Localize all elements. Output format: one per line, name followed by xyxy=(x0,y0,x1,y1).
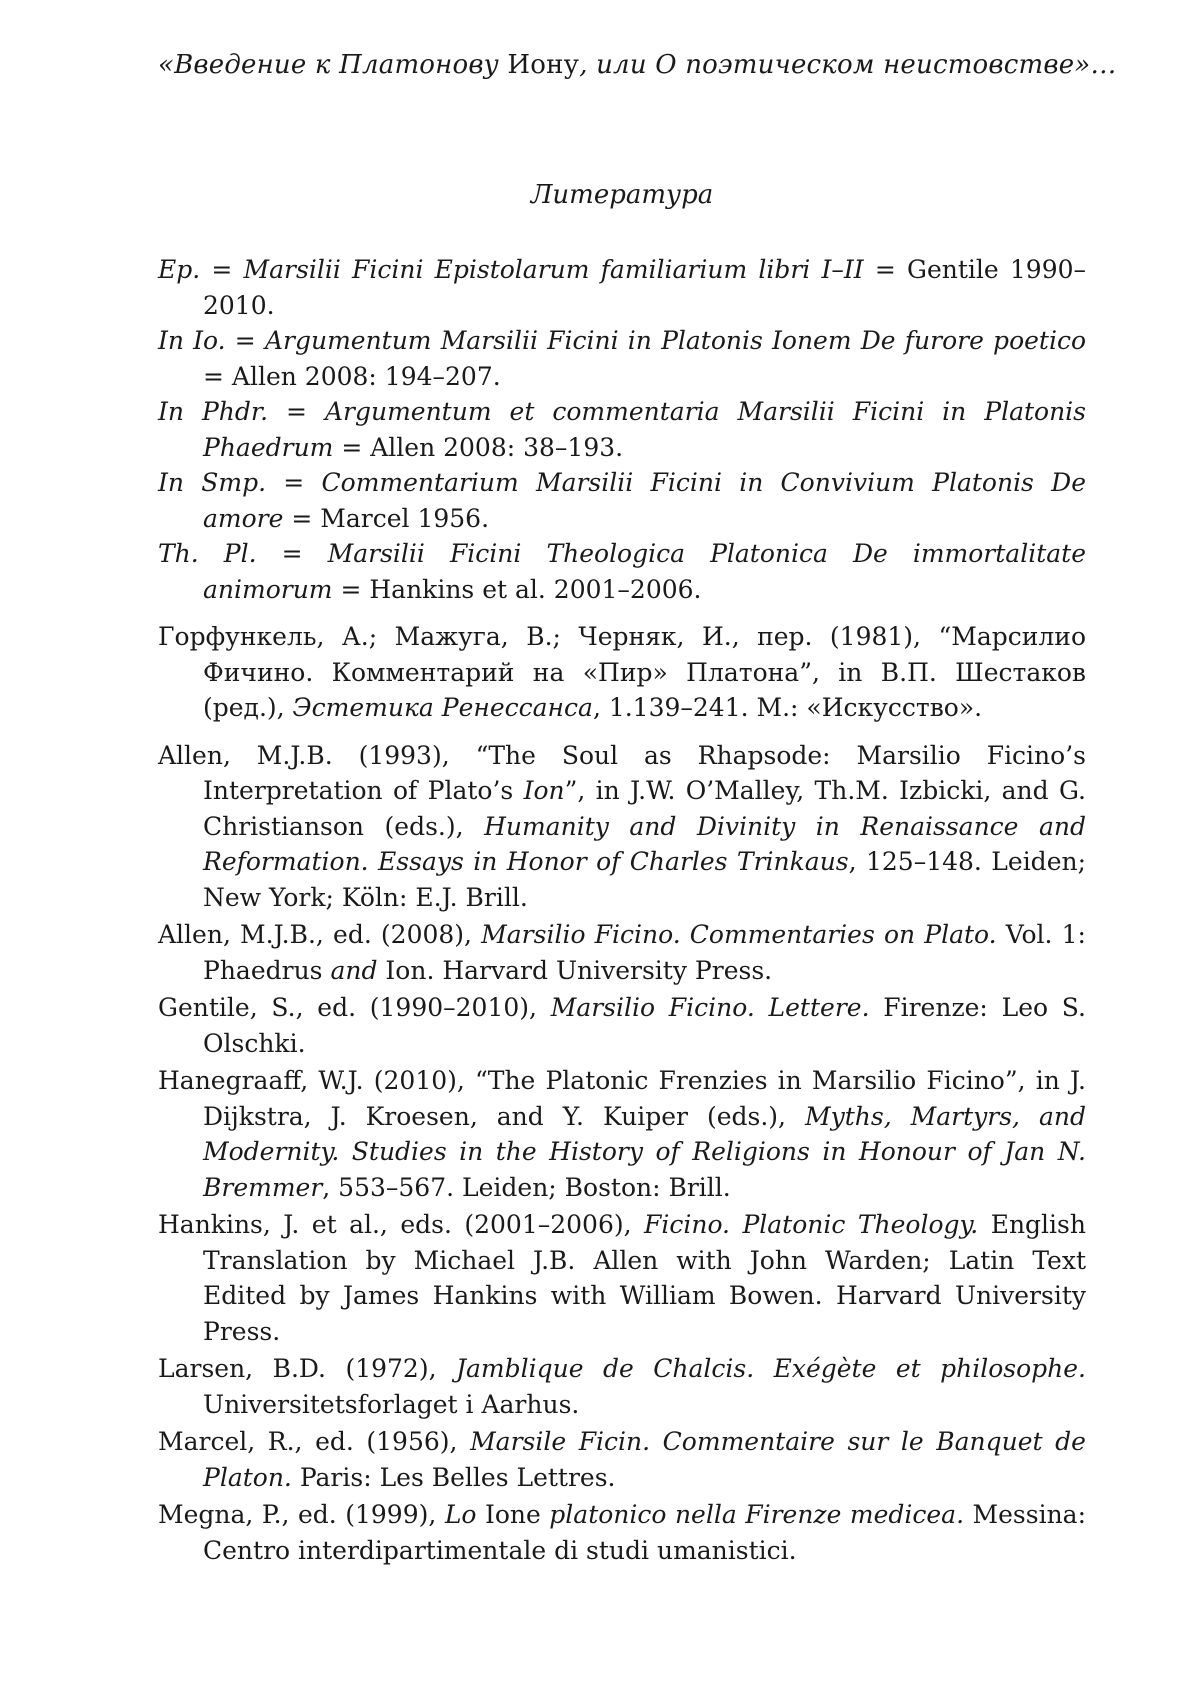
ref-entry-gentile: Gentile, S., ed. (1990–2010), Marsilio Ficino. Lettere. Firenze: Leo S. Olschki. xyxy=(158,993,1086,1058)
abbrev-entry-in-phdr: In Phdr. = Argumentum et commentaria Marsilii Ficini in Platonis Phaedrum = Allen 2008: 38–193. xyxy=(158,397,1087,462)
ref-entry-marcel: Marcel, R., ed. (1956), Marsile Ficin. Commentaire sur le Banquet de Platon. Paris: Les Belles Lettres. xyxy=(158,1427,1086,1492)
ref-entry-hankins: Hankins, J. et al., eds. (2001–2006), Ficino. Platonic Theology. English Translation by Michael J.B. Allen with John Warden; Latin Text Edited by James Hankins with William Bowen. Harvard University Press. xyxy=(158,1210,1086,1346)
section-title: Литература xyxy=(530,180,714,210)
ref-entry-allen-2008: Allen, M.J.B., ed. (2008), Marsilio Ficino. Commentaries on Plato. Vol. 1: Phaedrus and Ion. Harvard University Press. xyxy=(158,920,1086,985)
ref-entry-gorfunkel: Горфункель, А.; Мажуга, В.; Черняк, И., пер. (1981), “Марсилио Фичино. Комментарий на «Пир» Платона”, in В.П. Шестаков (ред.), Эстетика Ренессанса, 1.139–241. М.: «Искусство». xyxy=(158,622,1086,722)
page xyxy=(158,0,1117,1703)
running-head-part1: «Введение к Платонову xyxy=(158,50,508,80)
ref-entry-allen-1993: Allen, M.J.B. (1993), “The Soul as Rhapsode: Marsilio Ficino’s Interpretation of Plato’s Ion”, in J.W. O’Malley, Th.M. Izbicki, and G. Christianson (eds.), Humanity and Divinity in Renaissance and Reformation. Essays in Honor of Charles Trinkaus, 125–148. Leiden; New York; Köln: E.J. Brill. xyxy=(158,740,1087,912)
ref-entry-megna: Megna, P., ed. (1999), Lo Ione platonico nella Firenze medicea. Messina: Centro interdipartimentale di studi umanistici. xyxy=(158,1500,1087,1565)
running-head-part2: Иону xyxy=(507,50,580,80)
abbrev-entry-th-pl: Th. Pl. = Marsilii Ficini Theologica Platonica De immortalitate animorum = Hankins et al. 2001–2006. xyxy=(158,539,1086,604)
abbrev-entry-in-io: In Io. = Argumentum Marsilii Ficini in Platonis Ionem De furore poetico = Allen 2008: 194–207. xyxy=(158,326,1087,391)
ref-entry-hanegraaff: Hanegraaff, W.J. (2010), “The Platonic Frenzies in Marsilio Ficino”, in J. Dijkstra, J. Kroesen, and Y. Kuiper (eds.), Myths, Martyrs, and Modernity. Studies in the History of Religions in Honour of Jan N. Bremmer, 553–567. Leiden; Boston: Brill. xyxy=(158,1066,1086,1202)
running-head-part3: , или О поэтическом неистовстве»… xyxy=(579,50,1117,80)
running-head xyxy=(158,50,1117,80)
abbrev-entry-in-smp: In Smp. = Commentarium Marsilii Ficini in Convivium Platonis De amore = Marcel 1956. xyxy=(158,468,1086,533)
abbrev-entry-ep: Ep. = Marsilii Ficini Epistolarum familiarium libri I–II = Gentile 1990–2010. xyxy=(158,255,1087,320)
ref-entry-larsen: Larsen, B.D. (1972), Jamblique de Chalcis. Exégète et philosophe. Universitetsforlaget i Aarhus. xyxy=(158,1354,1086,1419)
bibliography xyxy=(158,252,1086,1568)
